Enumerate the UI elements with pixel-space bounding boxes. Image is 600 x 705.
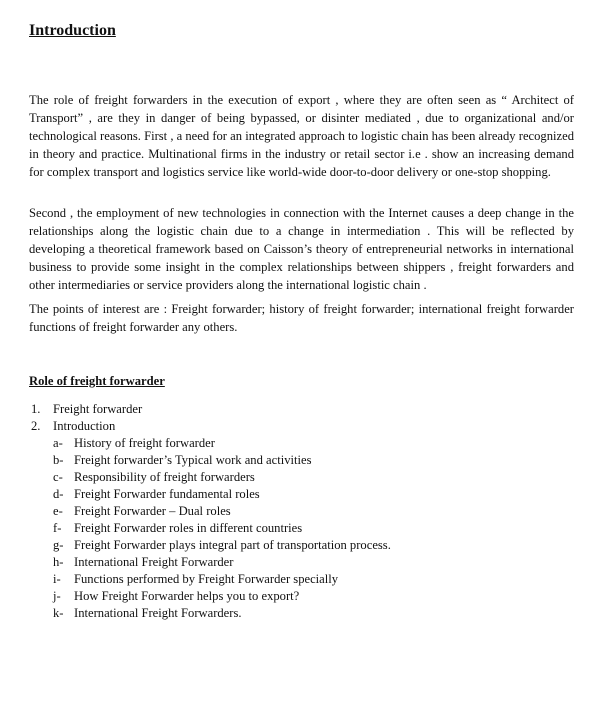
sub-list-item-text: Functions performed by Freight Forwarder specially <box>74 572 339 586</box>
sub-list-item-text: International Freight Forwarders. <box>74 606 242 620</box>
document-title: Introduction <box>29 22 116 39</box>
sub-list-item-marker: f- <box>53 521 62 535</box>
sub-list-item-marker: d- <box>53 487 64 501</box>
sub-list-item-text: How Freight Forwarder helps you to export? <box>74 589 300 603</box>
sub-list-item-text: History of freight forwarder <box>74 436 215 450</box>
sub-list-item-text: Responsibility of freight forwarders <box>74 470 255 484</box>
sub-list-item-marker: h- <box>53 555 64 569</box>
outline-list <box>29 401 574 622</box>
sub-list-item-marker: g- <box>53 538 64 552</box>
sub-list-item <box>29 520 574 537</box>
list-item-marker: 2. <box>31 419 41 433</box>
sub-list-item-text: International Freight Forwarder <box>74 555 234 569</box>
intro-paragraph-1: The role of freight forwarders in the execution of export , where they are often seen as “ Architect of Transport” , are they in danger of being bypassed, or disinter mediated , due to organizational and/or technological reasons. First , a need for an integrated approach to logistic chain has been already recognized in theory and practice. Multinational firms in the industry or retail sector i.e . show an increasing demand for complex transport and logistics service like world-wide door-to-door delivery or one-stop shopping. <box>29 93 574 179</box>
list-item <box>29 418 574 435</box>
sub-list-item-text: Freight Forwarder fundamental roles <box>74 487 260 501</box>
sub-list-item-text: Freight Forwarder plays integral part of transportation process. <box>74 538 391 552</box>
sub-list-item <box>29 486 574 503</box>
sub-list-item <box>29 435 574 452</box>
sub-list-item <box>29 452 574 469</box>
sub-list-item <box>29 588 574 605</box>
sub-list-item <box>29 537 574 554</box>
section-title: Role of freight forwarder <box>29 374 165 388</box>
intro-paragraph-3: The points of interest are : Freight forwarder; history of freight forwarder; international freight forwarder functions of freight forwarder any others. <box>29 302 574 334</box>
sub-list-item-marker: e- <box>53 504 63 518</box>
sub-list-item <box>29 605 574 622</box>
sub-list-item-text: Freight Forwarder – Dual roles <box>74 504 231 518</box>
list-item <box>29 401 574 418</box>
list-item-text: Freight forwarder <box>53 402 143 416</box>
intro-paragraph-2: Second , the employment of new technologies in connection with the Internet causes a deep change in the relationships along the logistic chain due to a change in intermediation . This will be reflected by developing a theoretical framework based on Caisson’s theory of entrepreneurial networks in international business to provide some insight in the complex relationships between shippers , freight forwarders and other intermediaries or service providers along the international logistic chain . <box>29 206 574 292</box>
sub-list-item-marker: i- <box>53 572 61 586</box>
sub-list-item-marker: j- <box>53 589 61 603</box>
sub-list-item <box>29 469 574 486</box>
sub-list-item <box>29 554 574 571</box>
sub-list-item-text: Freight forwarder’s Typical work and activities <box>74 453 312 467</box>
sub-list-item-marker: c- <box>53 470 63 484</box>
sub-list-item-marker: b- <box>53 453 64 467</box>
list-item-marker: 1. <box>31 402 41 416</box>
sub-list-item <box>29 503 574 520</box>
sub-list-item-marker: a- <box>53 436 63 450</box>
sub-list-item-marker: k- <box>53 606 64 620</box>
sub-list-item-text: Freight Forwarder roles in different countries <box>74 521 303 535</box>
list-item-text: Introduction <box>53 419 116 433</box>
sub-list-item <box>29 571 574 588</box>
